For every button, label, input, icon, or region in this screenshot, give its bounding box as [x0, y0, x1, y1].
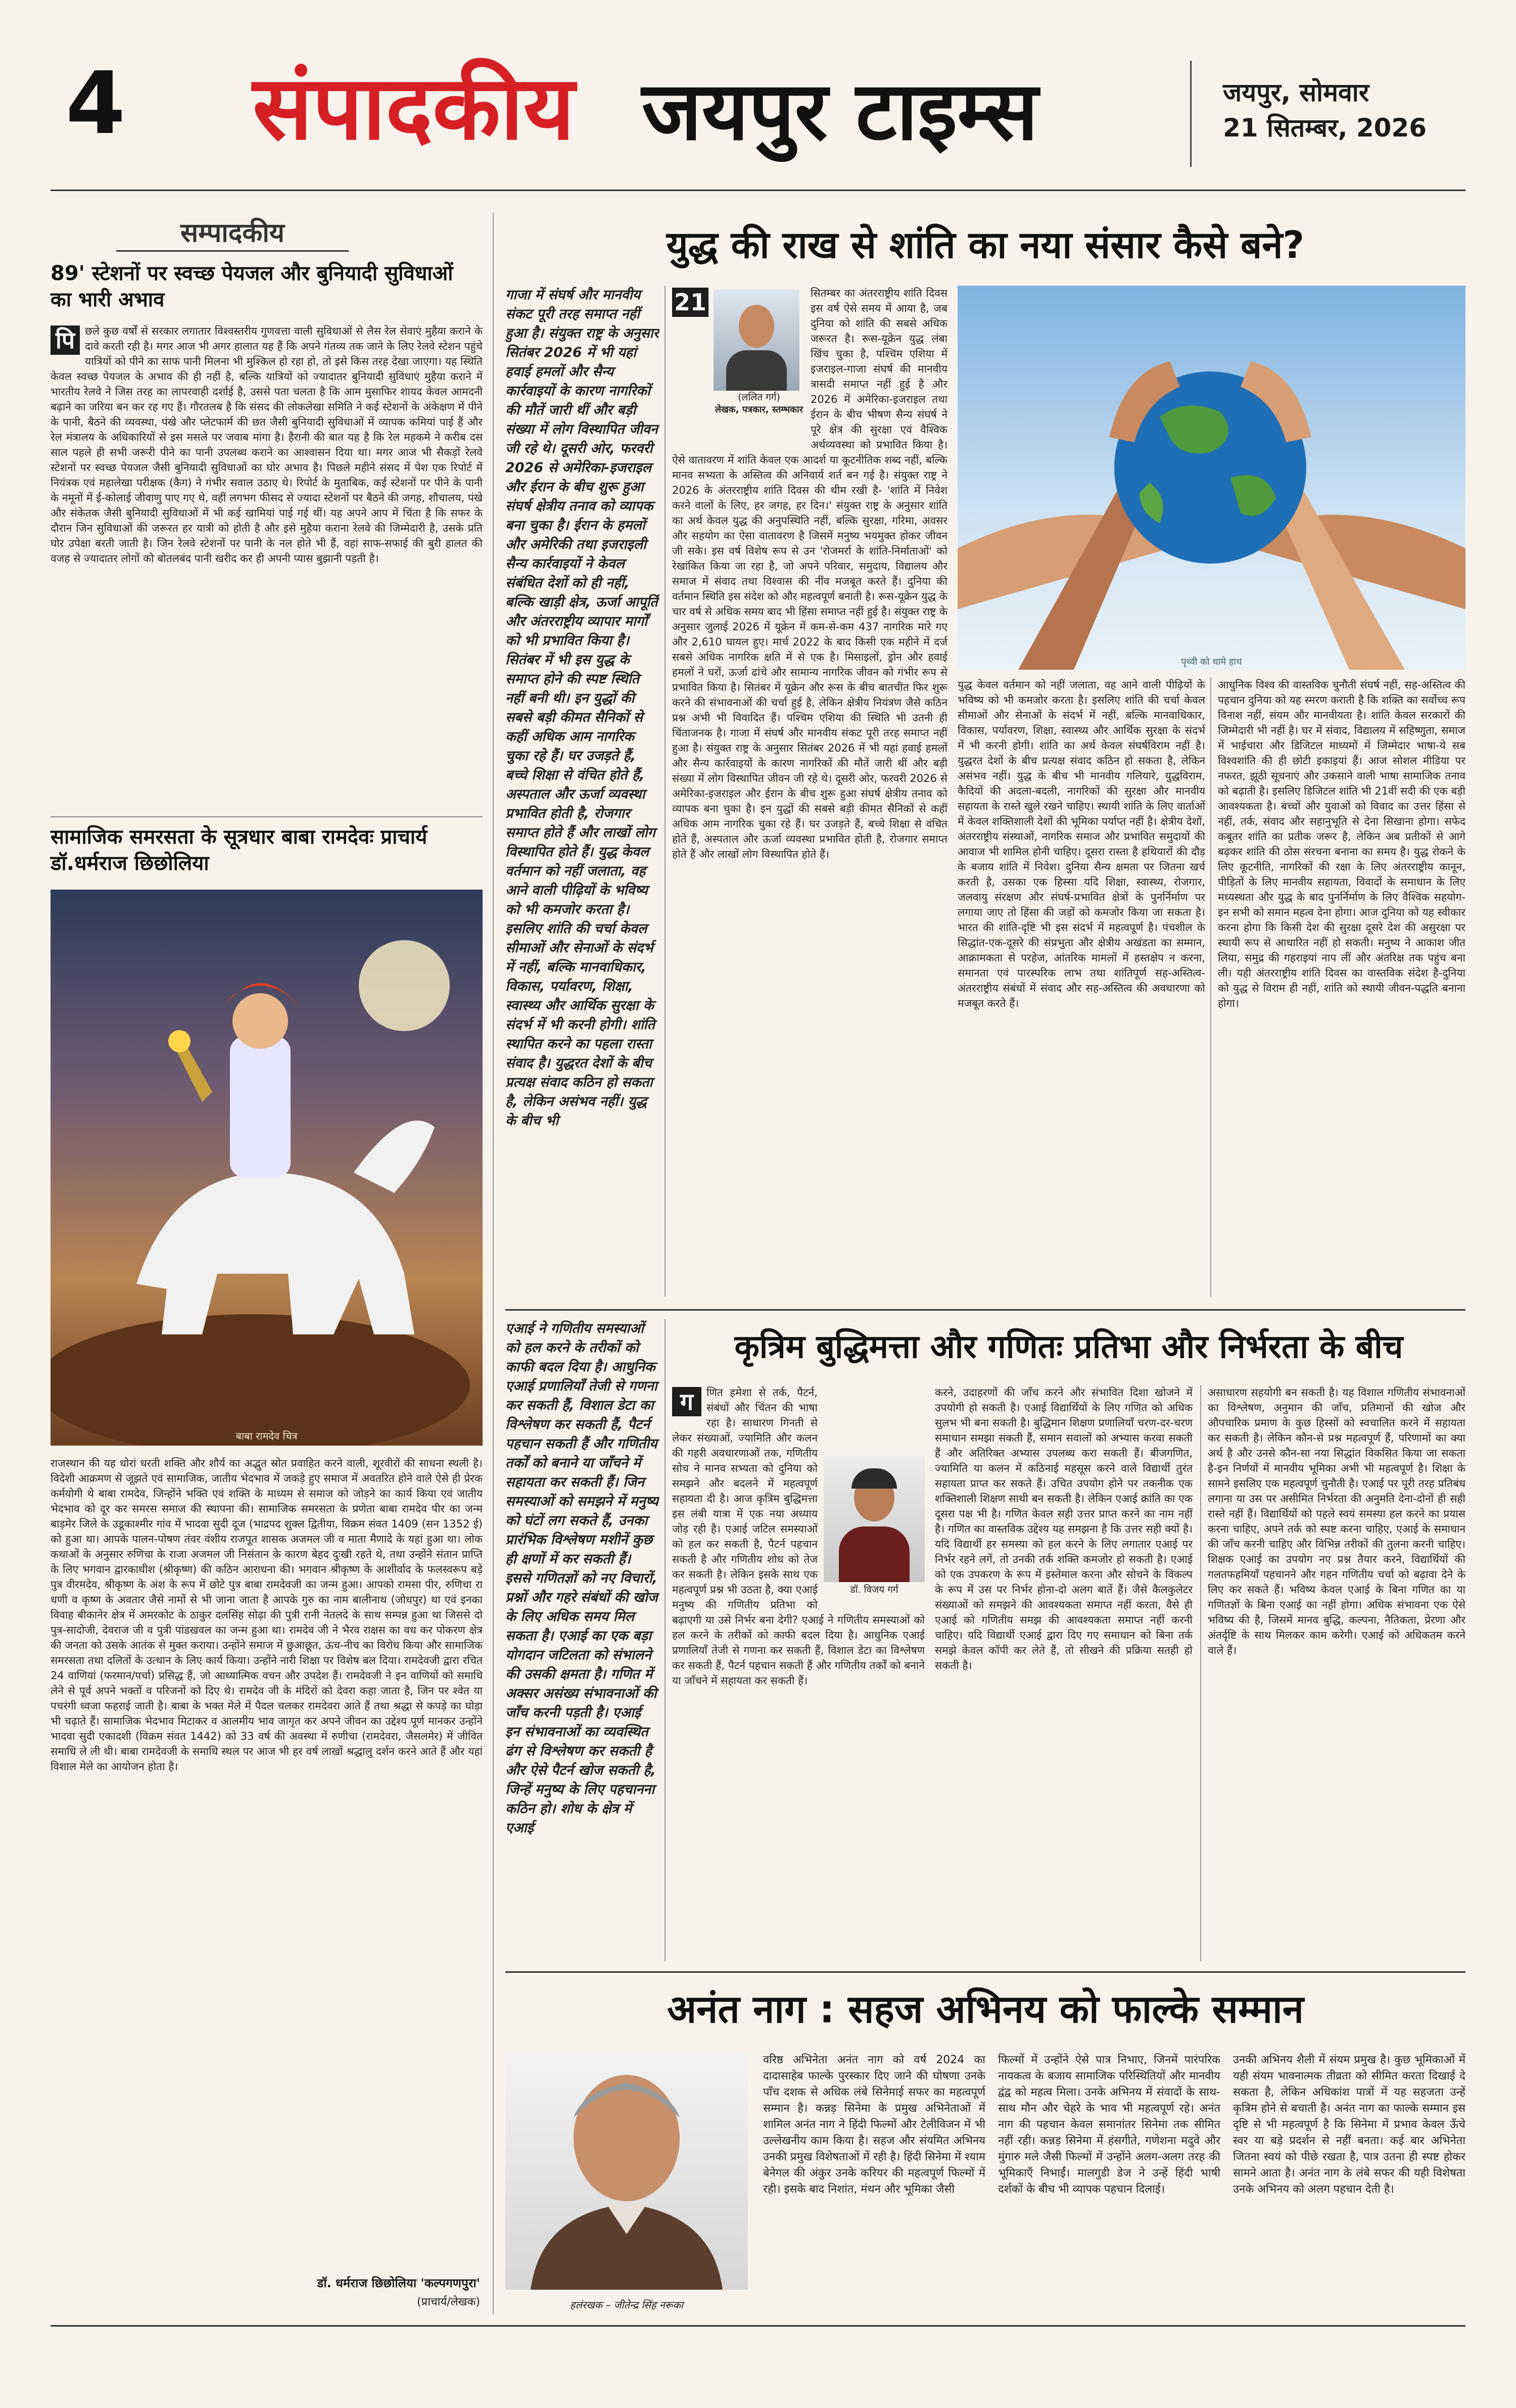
war-col-3: युद्ध केवल वर्तमान को नहीं जलाता, वह आने वाली पीढ़ियों के भविष्य को भी कमजोर करता है। इसलिए शांति की चर्चा केवल सीमाओं और सेनाओं के संदर्भ में नहीं, बल्कि मानवाधिकार, विकास, पर्यावरण, शिक्षा, स्वास्थ्य और आर्थिक सुरक्षा के संदर्भ में भी करनी होगी। शांति का अर्थ केवल संघर्षविराम नहीं है। युद्धरत देशों के बीच प्रत्यक्ष संवाद कठिन हो सकता है, लेकिन असंभव नहीं। युद्ध के बीच भी मानवीय गलियारे, युद्धविराम, कैदियों की अदला-बदली, नागरिकों की सुरक्षा और मानवीय सहायता के रास्ते खुले रखने चाहिए। स्थायी शांति के लिए वार्ताओं में केवल शक्तिशाली देशों की भूमिका पर्याप्त नहीं है। क्षेत्रीय देशों, अंतरराष्ट्रीय संस्थाओं, नागरिक समाज और प्रभावित समुदायों की आवाज भी शामिल होनी चाहिए। दूसरा रास्ता है हथियारों की दौड़ के बजाय शांति में निवेश। दुनिया सैन्य क्षमता पर जितना खर्च करती है, उसका एक हिस्सा यदि शिक्षा, स्वास्थ्य, रोजगार, जलवायु संरक्षण और संघर्ष-प्रभावित क्षेत्रों के पुनर्निर्माण पर लगाया जाए तो हिंसा की जड़ों को कमजोर किया जा सकता है। भारत की शांति-दृष्टि भी इस संदर्भ में महत्वपूर्ण है। पंचशील के सिद्धांत-एक-दूसरे की संप्रभुता और क्षेत्रीय अखंडता का सम्मान, आक्रामकता से परहेज, आंतरिक मामलों में हस्तक्षेप न करना, समानता एवं पारस्परिक लाभ तथा शांतिपूर्ण सह-अस्तित्व-अंतरराष्ट्रीय संबंधों में संवाद और सह-अस्तित्व की अवधारणा को मजबूत करते हैं। — [958, 679, 1205, 1009]
war-bottom-rule — [505, 1309, 1465, 1311]
war-col-1-text: सितम्बर का अंतरराष्ट्रीय शांति दिवस इस वर्ष ऐसे समय में आया है, जब दुनिया को शांति की सबसे अधिक जरूरत है। रूस-यूक्रेन युद्ध लंबा खिंच चुका है, पश्चिम एशिया में इजराइल-गाजा संघर्ष की मानवीय त्रासदी समाप्त नहीं हुई है और 2026 में अमेरिका-इजराइल तथा ईरान के बीच भीषण सैन्य संघर्ष ने पूरे क्षेत्र की सुरक्षा एवं वैश्विक अर्थव्यवस्था को प्रभावित किया है। ऐसे वातावरण में शांति केवल एक आदर्श या कूटनीतिक शब्द नहीं, बल्कि मानव सभ्यता के अस्तित्व की अनिवार्य शर्त बन गई है। संयुक्त राष्ट्र ने 2026 के अंतरराष्ट्रीय शांति दिवस की थीम रखी है- 'शांति में निवेश करने वालों के लिए, हर जगह, हर दिन।' संयुक्त राष्ट्र के अनुसार शांति का अर्थ केवल युद्ध की अनुपस्थिति नहीं, बल्कि सुरक्षा, गरिमा, अवसर और सहयोग का ऐसा वातावरण है जिसमें मनुष्य भयमुक्त होकर जीवन जी सके। इस वर्ष विशेष रूप से उन 'रोजमर्रा के शांति-निर्माताओं' को रेखांकित किया जा रहा है, जो अपने परिवार, समुदाय, विद्यालय और समाज में संवाद तथा विश्वास की नींव मजबूत करते हैं। दुनिया की वर्तमान स्थिति इस संदेश को और महत्वपूर्ण बनाती है। रूस-यूक्रेन युद्ध के चार वर्ष से अधिक समय बाद भी हिंसा समाप्त नहीं हुई है। संयुक्त राष्ट्र के अनुसार जुलाई 2026 में यूक्रेन में कम-से-कम 437 नागरिक मारे गए और 2,610 घायल हुए। मार्च 2022 के बाद किसी एक महीने में दर्ज सबसे अधिक नागरिक क्षति में से एक है। मिसाइलों, ड्रोन और हवाई हमलों ने घरों, ऊर्जा ढांचे और सामान्य नागरिक जीवन को गंभीर रूप से प्रभावित किया है। — [672, 287, 947, 693]
war-image — [958, 286, 1465, 670]
page-bottom-rule — [51, 2325, 1465, 2327]
ai-dropcap: ग — [672, 1387, 701, 1416]
actor-col-3: उनकी अभिनय शैली में संयम प्रमुख है। कुछ भूमिकाओं में यही संयम भावनात्मक तीव्रता को सीमित करता दिखाई दे सकता है, लेकिन अधिकांश पात्रों में यह सहजता उन्हें कृत्रिम होने से बचाती है। अनंत नाग का फाल्के सम्मान इस दृष्टि से भी महत्वपूर्ण है कि सिनेमा में प्रभाव केवल ऊँचे स्वर या बड़े प्रदर्शन से नहीं बनता। कई बार अभिनेता जितना स्वयं को पीछे रखता है, पात्र उतना ही स्पष्ट होकर सामने आता है। अनंत नाग के लंबे सफर की यही विशेषता उनके अभिनय को अलग पहचान देती है। — [1233, 2054, 1465, 2196]
ai-author-name: डॉ. विजय गर्ग — [850, 1584, 898, 1595]
actor-portrait — [505, 2052, 748, 2290]
date: 21 सितम्बर, 2026 — [1223, 113, 1427, 143]
actor-photo — [505, 2052, 748, 2290]
war-col-1 — [672, 286, 947, 1296]
ai-bottom-rule — [505, 1971, 1465, 1973]
ai-pull-quote: एआई ने गणितीय समस्याओं को हल करने के तरीकों को काफी बदल दिया है। आधुनिक एआई प्रणालियाँ तेजी से गणना कर सकती हैं, विशाल डेटा का विश्लेषण कर सकती हैं, पैटर्न पहचान सकती हैं और गणितीय तर्कों को बनाने या जाँचने में सहायता कर सकती हैं। जिन समस्याओं को समझने में मनुष्य को घंटों लग सकते हैं, उनका प्रारंभिक विश्लेषण मशीनें कुछ ही क्षणों में कर सकती हैं। इससे गणितज्ञों को नए विचारों, प्रश्नों और गहरे संबंधों की खोज के लिए अधिक समय मिल सकता है। एआई का एक बड़ा योगदान जटिलता को संभालने की उसकी क्षमता है। गणित में अक्सर असंख्य संभावनाओं की जाँच करनी पड़ती है। एआई इन संभावनाओं का व्यवस्थित ढंग से विश्लेषण कर सकती है और ऐसे पैटर्न खोज सकती है, जिन्हें मनुष्य के लिए पहचानना कठिन हो। शोध के क्षेत्र में एआई — [505, 1321, 658, 1836]
editorial-text: छले कुछ वर्षों से सरकार लगातार विश्वस्तरीय गुणवत्ता वाली सुविधाओं से लैस रेल सेवाएं मुहैया कराने के दावे करती रही है। मगर आज भी अगर हालात यह हैं कि अपने गंतव्य तक जाने के लिए रेलवे स्टेशन पहुंचे यात्रियों को पीने का साफ पानी मिलना भी मुश्किल हो रहा हो, तो इसे किस तरह देखा जाएगा। यह स्थिति केवल स्वच्छ पेयजल के अभाव की ही नहीं है, बल्कि यात्रियों को ज्यादातर बुनियादी सुविधाएं मुहैया कराने में भारतीय रेलवे ने जिस तरह का लापरवाही दर्शाई है, उससे पता चलता है कि आम मुसाफिर शायद केवल आमदनी बढ़ाने का जरिया बन कर रह गए हैं। गौरतलब है कि संसद की लोकलेखा समिति ने कई स्टेशनों के अंकेक्षण में पीने के पानी, बैठने की व्यवस्था, पंखे और प्लेटफार्म की छत जैसी बुनियादी सुविधाओं में व्यापक कमियां पाई हैं और रेल मंत्रालय के अधिकारियों से इस मसले पर जवाब मांगा है। हैरानी की बात यह है कि रेल महकमे ने करीब दस साल पहले ही सभी जरूरी पीने का पानी उपलब्ध कराने का आश्वासन दिया था। मगर आज भी सैकड़ों रेलवे स्टेशनों पर स्वच्छ पेयजल जैसी बुनियादी सुविधाओं का घोर अभाव है। पिछले महीने संसद में पेश एक रिपोर्ट में नियंत्रक एवं महालेखा परीक्षक (कैग) ने गंभीर सवाल उठाए थे। रिपोर्ट के मुताबिक, कई स्टेशनों पर पीने के पानी के नमूनों में ई-कोलाई जीवाणु पाए गए थे, वहीं लगभग फीसद से ज्यादा स्टेशनों पर बैठने की जगह, शौचालय, पंखे और संकेतक जैसी बुनियादी सुविधाओं में भी कई खामियां पाई गई थीं। यह अपने आप में चिंता है कि सफर के दौरान जिन सुविधाओं की जरूरत हर यात्री को होती है और इसे मुहैया कराना रेलवे की जिम्मेदारी है, उसके प्रति घोर उपेक्षा बरती जाती है। जिन रेलवे स्टेशनों पर पानी के नल होते भी हैं, वहां साफ-सफाई की बुरी हालत की वजह से ज्यादातर लोगों को बोतलबंद पानी खरीद कर ही अपनी प्यास बुझानी पड़ती है। — [51, 325, 483, 565]
section-title: संपादकीय — [253, 57, 575, 160]
war-col-4: आधुनिक विश्व की वास्तविक चुनौती संघर्ष नहीं, सह-अस्तित्व की पहचान दुनिया को यह स्मरण कराती है कि शक्ति का सर्वोच्च रूप विनाश नहीं, संयम और मानवीयता है। शांति केवल सरकारों की जिम्मेदारी भी नहीं है। घर में संवाद, विद्यालय में सहिष्णुता, समाज में भाईचारा और डिजिटल माध्यमों में जिम्मेदार भाषा-ये सब विश्वशांति की ही छोटी इकाइयां हैं। आज सोशल मीडिया पर नफरत, झूठी सूचनाएं और उकसाने वाली भाषा सामाजिक तनाव को बढ़ाती है। इसलिए डिजिटल शांति भी 21वीं सदी की एक बड़ी आवश्यकता है। बच्चों और युवाओं को विवाद का उत्तर हिंसा से नहीं, तर्क, संवाद और सहानुभूति से देना सिखाना होगा। सफेद कबूतर शांति का प्रतीक जरूर है, लेकिन अब प्रतीकों से आगे बढ़कर शांति की ठोस संरचना बनाना का समय है। युद्ध रोकने के लिए कूटनीति, नागरिकों की रक्षा के लिए अंतरराष्ट्रीय कानून, पीड़ितों के लिए मानवीय सहायता, विवादों के समाधान के लिए मध्यस्थता और युद्ध के बाद पुनर्निर्माण के लिए वैश्विक सहयोग-इन सभी को समान महत्व देना होगा। आज दुनिया को यह स्वीकार करना होगा कि किसी देश की सुरक्षा दूसरे देश की असुरक्षा पर स्थायी रूप से आधारित नहीं हो सकती। मनुष्य ने आकाश जीत लिया, समुद्र की गहराइयां नाप लीं और अंतरिक्ष तक पहुंच बना ली। यही अंतरराष्ट्रीय शांति दिवस का वास्तविक संदेश है-दुनिया को युद्ध से विराम ही नहीं, शांति को स्थायी जीवन-पद्धति बनाना होगा। — [1218, 679, 1465, 1009]
ai-col-3: असाधारण सहयोगी बन सकती है। यह विशाल गणितीय संभावनाओं का विश्लेषण, अनुमान की जाँच, प्रतिमानों की खोज और औपचारिक प्रमाण के कुछ हिस्सों को स्वचालित करने में सहायता कर सकती है। लेकिन कौन-से प्रश्न महत्वपूर्ण हैं, परिणामों का क्या अर्थ है और उनसे कौन-सा नया सिद्धांत विकसित किया जा सकता है-इन निर्णयों में मानवीय भूमिका अभी भी महत्वपूर्ण है। शिक्षा के सामने इसलिए एक महत्वपूर्ण चुनौती है। एआई पर पूरी तरह प्रतिबंध लगाना या उस पर असीमित निर्भरता की अनुमति देना-दोनों ही सही रास्ते नहीं हैं। विद्यार्थियों को पहले स्वयं समस्या हल करने का प्रयास करना चाहिए, अपने तर्क को स्पष्ट करना चाहिए, एआई के समाधान की जाँच करनी चाहिए और विभिन्न तरीकों की तुलना करनी चाहिए। शिक्षक एआई का उपयोग नए प्रश्न तैयार करने, विद्यार्थियों की गलतफहमियाँ पहचानने और गहन गणितीय चर्चा को बढ़ावा देने के लिए कर सकते हैं। भविष्य केवल एआई के बिना गणित का या गणितज्ञों के बिना एआई का नहीं होगा। अधिक संभावना एक ऐसे भविष्य की है, जिसमें मानव बुद्धि, कल्पना, नैतिकता, प्रेरणा और अंतर्दृष्टि के साथ मिलकर काम करेगी। एआई को अधिकतम करने वाले हैं। — [1208, 1386, 1465, 1656]
ramdev-author: डॉ. धर्मराज छिछोलिया 'कल्पगणपुरा' — [317, 2276, 480, 2290]
left-separator — [51, 816, 483, 817]
ai-author-photo — [824, 1456, 925, 1582]
editorial-dropcap: पि — [51, 326, 80, 355]
war-dropcap: 21 — [672, 288, 708, 317]
ai-author-block — [824, 1456, 925, 1607]
war-author-photo-box — [672, 417, 763, 574]
actor-col-1: वरिष्ठ अभिनेता अनंत नाग को वर्ष 2024 का दादासाहेब फाल्के पुरस्कार दिए जाने की घोषणा उनके पाँच दशक से अधिक लंबे सिनेमाई सफर का महत्वपूर्ण सम्मान है। कन्नड़ सिनेमा के प्रमुख अभिनेताओं में शामिल अनंत नाग ने हिंदी फिल्मों और टेलीविजन में भी उल्लेखनीय काम किया है। सहज और संयमित अभिनय उनकी प्रमुख विशेषताओं में रही है। हिंदी सिनेमा में श्याम बेनेगल की अंकुर उनके करियर की महत्वपूर्ण फिल्मों में रही। इसके बाद निशांत, मंथन और भूमिका जैसी — [763, 2054, 985, 2196]
masthead — [0, 0, 1516, 197]
war-image-label: पृथ्वी को थामे हाथ — [1181, 657, 1242, 667]
actor-headline: अनंत नाग : सहज अभिनय को फाल्के सम्मान — [667, 1986, 1304, 2031]
war-author-role: लेखक, पत्रकार, स्तम्भकार — [715, 404, 803, 415]
war-pull-quote: गाजा में संघर्ष और मानवीय संकट पूरी तरह समाप्त नहीं हुआ है। संयुक्त राष्ट्र के अनुसार सितंबर 2026 में भी यहां हवाई हमलों और सैन्य कार्रवाइयों के कारण नागरिकों की मौतें जारी थीं और बड़ी संख्या में लोग विस्थापित जीवन जी रहे थे। दूसरी ओर, फरवरी 2026 से अमेरिका-इजराइल और ईरान के बीच शुरू हुआ संघर्ष क्षेत्रीय तनाव को व्यापक बना चुका है। ईरान के हमलों और अमेरिकी तथा इजराइली सैन्य कार्रवाइयों ने केवल संबंधित देशों को ही नहीं, बल्कि खाड़ी क्षेत्र, ऊर्जा आपूर्ति और अंतरराष्ट्रीय व्यापार मार्गों को भी प्रभावित किया है। सितंबर में भी इस युद्ध के समाप्त होने की स्पष्ट स्थिति नहीं बनी थी। इन युद्धों की सबसे बड़ी कीमत सैनिकों से कहीं अधिक आम नागरिक चुका रहे हैं। घर उजड़ते हैं, बच्चे शिक्षा से वंचित होते हैं, अस्पताल और ऊर्जा व्यवस्था प्रभावित होती है, रोजगार समाप्त होते हैं और लाखों लोग विस्थापित होते हैं। युद्ध केवल वर्तमान को नहीं जलाता, वह आने वाली पीढ़ियों के भविष्य को भी कमजोर करता है। इसलिए शांति की चर्चा केवल सीमाओं और सेनाओं के संदर्भ में नहीं, बल्कि मानवाधिकार, विकास, पर्यावरण, शिक्षा, स्वास्थ्य और आर्थिक सुरक्षा के संदर्भ में भी करनी होगी। शांति स्थापित करने का पहला रास्ता संवाद है। युद्धरत देशों के बीच प्रत्यक्ष संवाद कठिन हो सकता है, लेकिन असंभव नहीं। युद्ध के बीच भी — [505, 287, 659, 1129]
ai-rule-3 — [1200, 1385, 1201, 1961]
war-author-name: (ललित गर्ग) — [738, 392, 780, 403]
war-headline: युद्ध की राख से शांति का नया संसार कैसे बने? — [666, 223, 1305, 267]
editorial-headline: 89' स्टेशनों पर स्वच्छ पेयजल और बुनियादी सुविधाओं का भारी अभाव — [51, 262, 453, 311]
ai-col-1 — [672, 1385, 925, 1961]
editorial-tag: सम्पादकीय — [116, 217, 349, 252]
actor-col-2: फिल्मों में उन्होंने ऐसे पात्र निभाए, जिनमें पारंपरिक नायकत्व के बजाय सामाजिक परिस्थितियों और मानवीय द्वंद्व को महत्व मिला। उनके अभिनय में संवादों के साथ-साथ मौन और चेहरे के भाव भी महत्वपूर्ण रहे। अनंत नाग की पहचान केवल समानांतर सिनेमा तक सीमित नहीं रही। कन्नड़ सिनेमा में हंसगीते, गणेशना मदुवे और मुंगारु मले जैसी फिल्मों में उन्होंने अलग-अलग तरह की भूमिकाएँ निभाईं। मालगुडी डेज ने उन्हें हिंदी भाषी दर्शकों के बीच भी व्यापक पहचान दिलाई। — [998, 2054, 1220, 2196]
ramdev-image — [51, 890, 483, 1446]
masthead-divider — [1190, 61, 1192, 167]
ai-headline: कृत्रिम बुद्धिमत्ता और गणितः प्रतिभा और निर्भरता के बीच — [734, 1328, 1403, 1366]
globe-hands-illustration — [958, 286, 1465, 670]
ai-col-1-text: णित हमेशा से तर्क, पैटर्न, संबंधों और चिंतन की भाषा रहा है। साधारण गिनती से लेकर संख्याओं, ज्यामिति और कलन की गहरी अवधारणाओं तक, गणितीय सोच ने मानव सभ्यता को दुनिया को समझने और बदलने में महत्वपूर्ण सहायता दी है। आज कृत्रिम बुद्धिमत्ता इस लंबी यात्रा में एक नया अध्याय जोड़ रही है। एआई जटिल समस्याओं को हल कर सकती है, पैटर्न पहचान सकती है और गणितीय शोध को तेज कर सकती है। लेकिन इसके साथ एक महत्वपूर्ण प्रश्न भी उठता है, क्या एआई मनुष्य की गणितीय प्रतिभा को बढ़ाएगी या उसे निर्भर बना देगी? एआई ने गणितीय समस्याओं को हल करने के तरीकों को काफी बदल दिया है। आधुनिक एआई प्रणालियाँ तेजी से गणना कर सकती हैं, विशाल डेटा का विश्लेषण कर सकती हैं, पैटर्न पहचान सकती हैं और गणितीय तर्कों को बनाने या जाँचने में सहायता कर सकती हैं। — [672, 1386, 925, 1687]
ramdev-headline: सामाजिक समरसता के सूत्रधार बाबा रामदेवः प्राचार्य डॉ.धर्मराज छिछोलिया — [51, 825, 428, 875]
war-author-photo — [714, 290, 799, 391]
page-number: 4 — [66, 54, 126, 154]
actor-byline: हलंरखक – जीतेन्द्र सिंह नरूका — [570, 2299, 684, 2311]
city-day: जयपुर, सोमवार — [1223, 78, 1369, 107]
paper-name: जयपुर टाइम्स — [642, 64, 1038, 158]
war-col-2-text: सितंबर में यूक्रेन और रूस के बीच बातचीत फिर शुरू करने की संभावनाओं की चर्चा हुई है, लेकिन क्षेत्रीय नियंत्रण जैसे कठिन प्रश्न अभी भी विवादित हैं। पश्चिम एशिया की स्थिति भी उतनी ही चिंताजनक है। गाजा में संघर्ष और मानवीय संकट पूरी तरह समाप्त नहीं हुआ है। संयुक्त राष्ट्र के अनुसार सितंबर 2026 में भी यहां हवाई हमलों और सैन्य कार्रवाइयों के कारण नागरिकों की मौतें जारी थीं और बड़ी संख्या में लोग विस्थापित जीवन जी रहे थे। दूसरी ओर, फरवरी 2026 से अमेरिका-इजराइल और ईरान के बीच शुरू हुआ संघर्ष क्षेत्रीय तनाव को व्यापक बना चुका है। इन युद्धों की सबसे बड़ी कीमत सैनिकों से कहीं अधिक आम नागरिक चुका रहे हैं। घर उजड़ते हैं, बच्चे शिक्षा से वंचित होते हैं, अस्पताल और ऊर्जा व्यवस्था प्रभावित होती है, रोजगार समाप्त होते हैं और लाखों लोग विस्थापित होते हैं। — [672, 681, 947, 860]
ramdev-author-role: (प्राचार्य/लेखक) — [416, 2296, 480, 2308]
ramdev-body: राजस्थान की यह धोरां धरती शक्ति और शौर्य का अद्भुत स्रोत प्रवाहित करने वाली, शूरवीरों की साधना स्थली है। विदेशी आक्रमण से जूझते एवं सामाजिक, जातीय भेदभाव में जकड़े हुए समाज में अवतरित होने वाले ऐसे ही प्रेरक कर्मयोगी थे बाबा रामदेव, जिन्होंने भक्ति एवं शक्ति के माध्यम से समाज को जोड़ने का कार्य किया एवं जातीय भेदभाव को दूर कर समरस समाज की स्थापना की। सामाजिक समरसता के प्रणेता बाबा रामदेव पीर का जन्म बाड़मेर जिले के उडूकाश्मीर गांव में भादवा सुदी दूज (भाद्रपद शुक्ल द्वितीया, विक्रम संवत 1409 (सन 1352 ई) को हुआ था। आपके पालन-पोषण तंवर वंशीय राजपूत शासक अजमल जी व माता मैणादे के यहां हुआ था। लोक कथाओं के अनुसार रुणिचा के राजा अजमल जी निसंतान के कारण बेहद दुःखी रहते थे, तथा उन्होंने संतान प्राप्ति के लिए भगवान द्वारकाधीश (श्रीकृष्ण) की कठिन आराधना की। भगवान श्रीकृष्ण के आशीर्वाद के फलस्वरूप बड़े पुत्र वीरमदेव, श्रीकृष्ण के अंश के रूप में छोटे पुत्र बाबा रामदेवजी का जन्म हुआ। आपको रामसा पीर, रुणिचा रा धणी व कृष्ण के अवतार जैसे नामों से भी जाना जाता है आपके गुरु का नाम बालीनाथ (जोधपुर) था एवं इनका विवाह बीकानेर क्षेत्र में अमरकोट के ठाकुर दलसिंह सोढ़ा की पुत्री रानी नेतलदे के साथ सम्पन्न हुआ था जिससे दो पुत्र-सादोजी, देवराज जी व पुत्री पांडखवल का जन्म हुआ था। रामदेव जी ने भैरव राक्षस का वध कर पोकरण क्षेत्र की जनता को उसके आतंक से मुक्त कराया। उन्होंने समाज में छुआछूत, ऊंच-नीच का विरोध किया और सामाजिक समरसता तथा दलितों के उत्थान के लिए कार्य किया। उन्होंने नारी शिक्षा पर विशेष बल दिया। रामदेवजी द्वारा रचित 24 वाणियां (फरमान/पर्चा) प्रसिद्ध हैं, जो आध्यात्मिक वचन और उपदेश हैं। रामदेवजी ने इन वाणियों को समाधि लेने से पूर्व अपने भक्तों व परिजनों को दिए थे। रामदेव जी के मंदिरों को देवरा कहा जाता है, जिन पर श्वेत या पचरंगी ध्वजा फहराई जाती है। बाबा के भक्त मेले में पैदल चलकर रामदेवरा आते हैं तथा श्रद्धा से कपड़े का घोड़ा भी चढ़ाते हैं। सामाजिक भेदभाव मिटाकर व आलमीय भाव जागृत कर अपने जीवन का उद्देश्य पूर्ण मानकर उन्होंने भादवा सुदी एकादशी (विक्रम संवत 1442) को 33 वर्ष की अवस्था में रुणीचा (रामदेवरा, जैसलमेर) में जीवित समाधि ले ली थी। बाबा रामदेवजी के समाधि स्थल पर आज भी हर वर्ष लाखों श्रद्धालु दर्शन करने आते हैं और यहां विशाल मेले का आयोजन होता है। — [51, 1457, 483, 1773]
war-rule-3 — [1210, 677, 1211, 1296]
war-rule-1 — [665, 286, 666, 1296]
masthead-bottom-rule — [51, 190, 1465, 191]
editorial-body — [51, 323, 483, 814]
left-column-rule — [493, 212, 494, 2315]
ramdev-image-label: बाबा रामदेव चित्र — [235, 1430, 298, 1442]
ai-col-2: करने, उदाहरणों की जाँच करने और संभावित दिशा खोजने में उपयोगी हो सकती है। एआई विद्यार्थियों के लिए गणित को अधिक सुलभ भी बना सकती है। बुद्धिमान शिक्षण प्रणालियाँ चरण-दर-चरण समाधान समझा सकती हैं, समान सवालों को अभ्यास करवा सकती हैं और अतिरिक्त अभ्यास उपलब्ध करा सकती हैं। बीजगणित, ज्यामिति या कलन में कठिनाई महसूस करने वाले विद्यार्थी तुरंत सहायता प्राप्त कर सकते हैं। उचित उपयोग होने पर तकनीक एक शक्तिशाली शिक्षण साथी बन सकती है। लेकिन एआई क्रांति का एक दूसरा पक्ष भी है। गणित केवल सही उत्तर प्राप्त करने का नाम नहीं है। गणित का वास्तविक उद्देश्य यह समझना है कि उत्तर सही क्यों है। यदि विद्यार्थी हर समस्या को हल करने के लिए लगातार एआई पर निर्भर रहने लगें, तो उनकी तर्क शक्ति कमजोर हो सकती है। एआई को एक उपकरण के रूप में इस्तेमाल करना और सोचने के विकल्प के रूप में उस पर निर्भर होना-दो अलग बातें हैं। जैसे कैलकुलेटर संख्याओं को समझने की आवश्यकता समाप्त नहीं करता, वैसे ही एआई को गणितीय समझ की आवश्यकता समाप्त नहीं करनी चाहिए। यदि विद्यार्थी एआई द्वारा दिए गए समाधान को बिना तर्क समझे केवल कॉपी कर लेते हैं, तो सीखने की प्रक्रिया सतही हो सकती है। — [935, 1386, 1193, 1672]
ai-rule-1 — [665, 1319, 666, 1961]
ramdev-illustration — [51, 890, 483, 1446]
